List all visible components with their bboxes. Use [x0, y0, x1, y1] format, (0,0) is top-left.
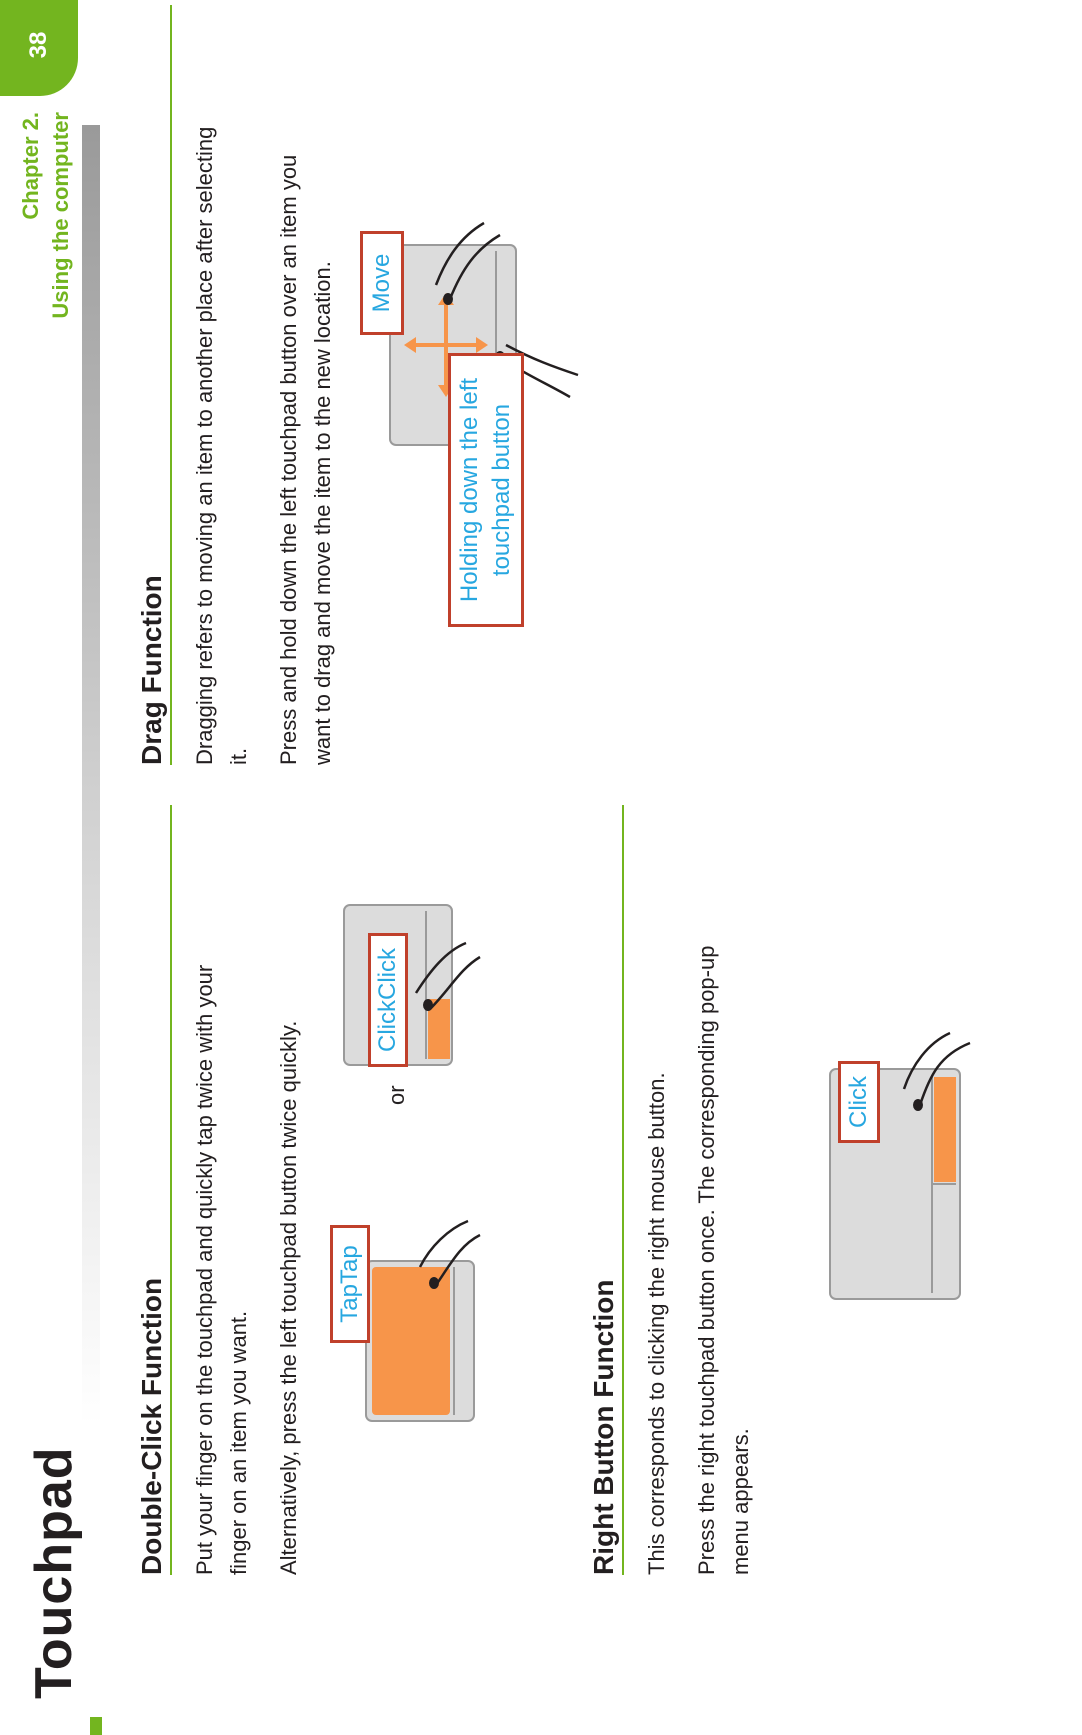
text-line: it. — [226, 747, 251, 765]
right-button-heading: Right Button Function — [588, 1279, 619, 1575]
text-line: menu appears. — [728, 1428, 753, 1575]
text-line: finger on an item you want. — [226, 1310, 251, 1575]
text-line: This corresponds to clicking the right mouse button. — [644, 1072, 669, 1575]
callout-label: TapTap — [336, 1245, 363, 1323]
right-button-paragraph-2 — [690, 775, 758, 1575]
chapter-label — [16, 112, 76, 319]
callout-label: Click — [845, 1076, 872, 1128]
callout-label: Move — [368, 253, 395, 313]
text-line: Alternatively, press the left touchpad button twice quickly. — [276, 1020, 301, 1575]
drag-paragraph-2 — [272, 5, 340, 765]
drag-rule — [170, 5, 172, 765]
click-callout — [838, 1061, 880, 1143]
tap-tap-callout — [330, 1225, 370, 1343]
text-line: Put your finger on the touchpad and quickly tap twice with your — [192, 964, 217, 1575]
text-line: want to drag and move the item to the new location. — [310, 261, 335, 765]
double-click-paragraph-1 — [188, 775, 256, 1575]
text-line: Press the right touchpad button once. The corresponding pop-up — [694, 945, 719, 1575]
holding-callout — [448, 353, 524, 627]
double-click-paragraph-2 — [272, 775, 306, 1575]
header-divider — [82, 125, 100, 1425]
text-line: Press and hold down the left touchpad button over an item you — [276, 154, 301, 765]
callout-label: touchpad button — [488, 403, 515, 577]
double-click-rule — [170, 805, 172, 1575]
page-title: Touchpad — [25, 1446, 83, 1699]
header-accent-bar — [90, 1717, 102, 1735]
callout-label: Holding down the left — [456, 377, 483, 603]
text-line: Dragging refers to moving an item to another place after selecting — [192, 126, 217, 765]
chapter-number: Chapter 2. — [18, 112, 43, 220]
chapter-subtitle: Using the computer — [48, 112, 73, 319]
touchpad-click-illustration — [330, 839, 490, 1079]
page-number: 38 — [25, 31, 52, 59]
drag-paragraph-1 — [188, 5, 256, 765]
right-button-rule — [622, 805, 624, 1575]
double-click-heading: Double-Click Function — [136, 1277, 167, 1575]
callout-label: ClickClick — [374, 948, 401, 1052]
drag-heading: Drag Function — [136, 575, 167, 765]
right-button-paragraph-1 — [640, 775, 674, 1575]
click-click-callout — [368, 933, 408, 1067]
touchpad-right-click-illustration — [800, 965, 980, 1305]
page-number-badge — [0, 0, 78, 96]
or-separator: or — [384, 1085, 409, 1105]
move-callout — [360, 231, 404, 335]
